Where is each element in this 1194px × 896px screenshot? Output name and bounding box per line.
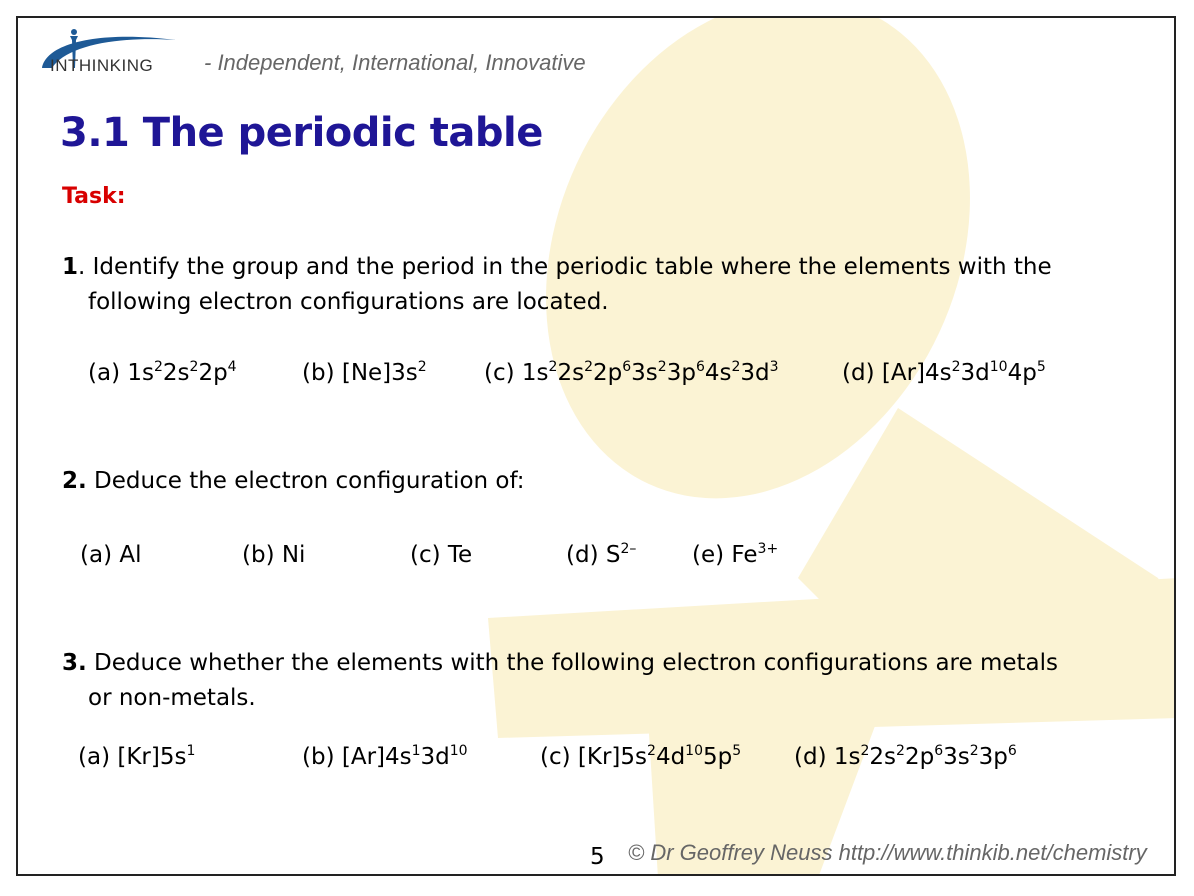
q3-line2: or non-metals. bbox=[88, 685, 256, 711]
q1-option-a: (a) $1s^22s^22p^4$ bbox=[88, 359, 237, 386]
q2-text: Deduce the electron configuration of: bbox=[86, 468, 525, 494]
q1-option-c: (c) $1s^22s^22p^63s^23p^64s^23d^3$ bbox=[484, 359, 779, 386]
q1-option-d: (d) $[Ar]4s^23d^{10}4p^5$ bbox=[842, 359, 1046, 386]
q2-option-c: (c) Te bbox=[410, 542, 473, 568]
q3-option-a: (a) $[Kr]5s^1$ bbox=[78, 743, 196, 770]
page-title: 3.1 The periodic table bbox=[60, 110, 543, 156]
q2-option-d: (d) $S^{2-}$ bbox=[566, 541, 637, 568]
q1-option-b: (b) $[Ne]3s^2$ bbox=[302, 359, 427, 386]
tagline: - Independent, International, Innovative bbox=[204, 50, 586, 75]
q3-line1 bbox=[62, 646, 1058, 680]
slide bbox=[16, 16, 1176, 876]
q2-number: 2. bbox=[62, 468, 87, 494]
q3-option-b: (b) $[Ar]4s^13d^{10}$ bbox=[302, 743, 468, 770]
q2-option-e: (e) $Fe^{3+}$ bbox=[692, 541, 779, 568]
inthinking-logo bbox=[36, 24, 596, 84]
q1-line2: following electron configurations are located. bbox=[88, 289, 609, 315]
q2-line bbox=[62, 464, 525, 498]
q3-option-d: (d) $1s^22s^22p^63s^23p^6$ bbox=[794, 743, 1017, 770]
q3-number: 3. bbox=[62, 650, 87, 676]
copyright-text: © Dr Geoffrey Neuss http://www.thinkib.net/chemistry bbox=[628, 840, 1147, 865]
q3-text: Deduce whether the elements with the following electron configurations are metals bbox=[86, 650, 1058, 676]
q1-text: . Identify the group and the period in the periodic table where the elements with the bbox=[78, 254, 1052, 280]
q2-option-b: (b) Ni bbox=[242, 542, 306, 568]
logo-text: INTHINKING bbox=[50, 56, 154, 75]
task-label: Task: bbox=[62, 184, 126, 209]
q3-option-c: (c) $[Kr]5s^24d^{10}5p^5$ bbox=[540, 743, 742, 770]
q2-option-a: (a) Al bbox=[80, 542, 142, 568]
q1-line1 bbox=[62, 250, 1052, 284]
q1-number: 1 bbox=[62, 254, 79, 280]
page-number: 5 bbox=[590, 844, 605, 870]
